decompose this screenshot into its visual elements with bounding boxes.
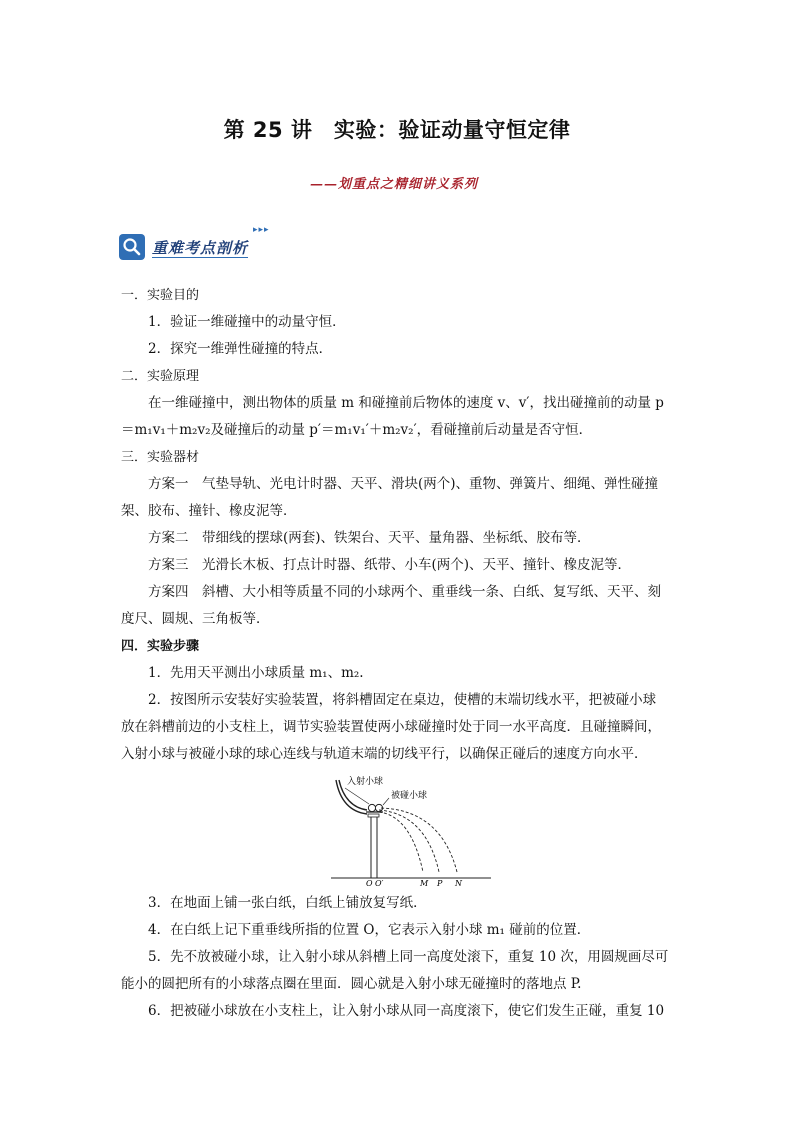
mark-p: P: [437, 879, 443, 886]
mark-m: M: [420, 879, 429, 886]
document-body: [121, 282, 677, 1025]
magnifier-icon: [119, 234, 145, 260]
section-heading-2: 二．实验原理: [121, 369, 200, 384]
paragraph-line: 6．把被碰小球放在小支柱上，让入射小球从同一高度滚下，使它们发生正碰，重复 10: [148, 1003, 665, 1019]
paragraph-line: 方案二 带细线的摆球(两套)、铁架台、天平、量角器、坐标纸、胶布等．: [148, 530, 591, 546]
mark-o-prime: O′: [375, 879, 384, 886]
list-item: 2．探究一维弹性碰撞的特点．: [148, 341, 333, 357]
section-heading-3: 三．实验器材: [121, 450, 200, 465]
paragraph-line: 度尺、圆规、三角板等．: [121, 611, 270, 627]
page-subtitle: ——划重点之精细讲义系列: [310, 177, 479, 192]
paragraph-line: 5．先不放被碰小球，让入射小球从斜槽上同一高度处滚下，重复 10 次，用圆规画尽可: [148, 949, 669, 965]
badge-label: 重难考点剖析: [152, 239, 249, 257]
section-badge: [119, 225, 284, 265]
experiment-diagram: [331, 774, 491, 886]
paragraph-line: 2．按图所示安装好实验装置，将斜槽固定在桌边，使槽的末端切线水平，把被碰小球: [148, 692, 657, 708]
page-title: 第 25 讲 实验：验证动量守恒定律: [223, 118, 571, 142]
paragraph-line: 在一维碰撞中，测出物体的质量 m 和碰撞前后物体的速度 v、v′，找出碰撞前的动量 p: [148, 395, 664, 411]
arrows-icon: ▸▸▸: [253, 225, 270, 235]
paragraph-line: 方案一 气垫导轨、光电计时器、天平、滑块(两个)、重物、弹簧片、细绳、弹性碰撞: [148, 476, 659, 492]
paragraph-line: 方案四 斜槽、大小相等质量不同的小球两个、重垂线一条、白纸、复写纸、天平、刻: [148, 584, 661, 600]
list-item: 1．验证一维碰撞中的动量守恒．: [148, 314, 346, 330]
mark-o: O: [366, 879, 373, 886]
section-heading-1: 一．实验目的: [121, 288, 200, 303]
label-target-ball: 被碰小球: [391, 791, 428, 801]
label-incident-ball: 入射小球: [347, 777, 384, 787]
paragraph-line: 入射小球与被碰小球的球心连线与轨道末端的切线平行，以确保正碰后的速度方向水平．: [121, 746, 648, 762]
paragraph-line: ＝m₁v₁＋m₂v₂及碰撞后的动量 p′＝m₁v₁′＋m₂v₂′，看碰撞前后动量是否守恒．: [121, 422, 593, 438]
paragraph-line: 3．在地面上铺一张白纸，白纸上铺放复写纸．: [148, 895, 427, 911]
paragraph-line: 能小的圆把所有的小球落点圈在里面．圆心就是入射小球无碰撞时的落地点 P.: [121, 976, 582, 992]
paragraph-line: 4．在白纸上记下重垂线所指的位置 O，它表示入射小球 m₁ 碰前的位置．: [148, 922, 591, 938]
paragraph-line: 方案三 光滑长木板、打点计时器、纸带、小车(两个)、天平、撞针、橡皮泥等．: [148, 557, 632, 573]
section-heading-4: 四．实验步骤: [121, 639, 200, 654]
mark-n: N: [455, 879, 462, 886]
paragraph-line: 放在斜槽前边的小支柱上，调节实验装置使两小球碰撞时处于同一水平高度．且碰撞瞬间，: [121, 719, 661, 735]
paragraph-line: 架、胶布、撞针、橡皮泥等．: [121, 503, 297, 519]
paragraph-line: 1．先用天平测出小球质量 m₁、m₂.: [148, 665, 364, 681]
